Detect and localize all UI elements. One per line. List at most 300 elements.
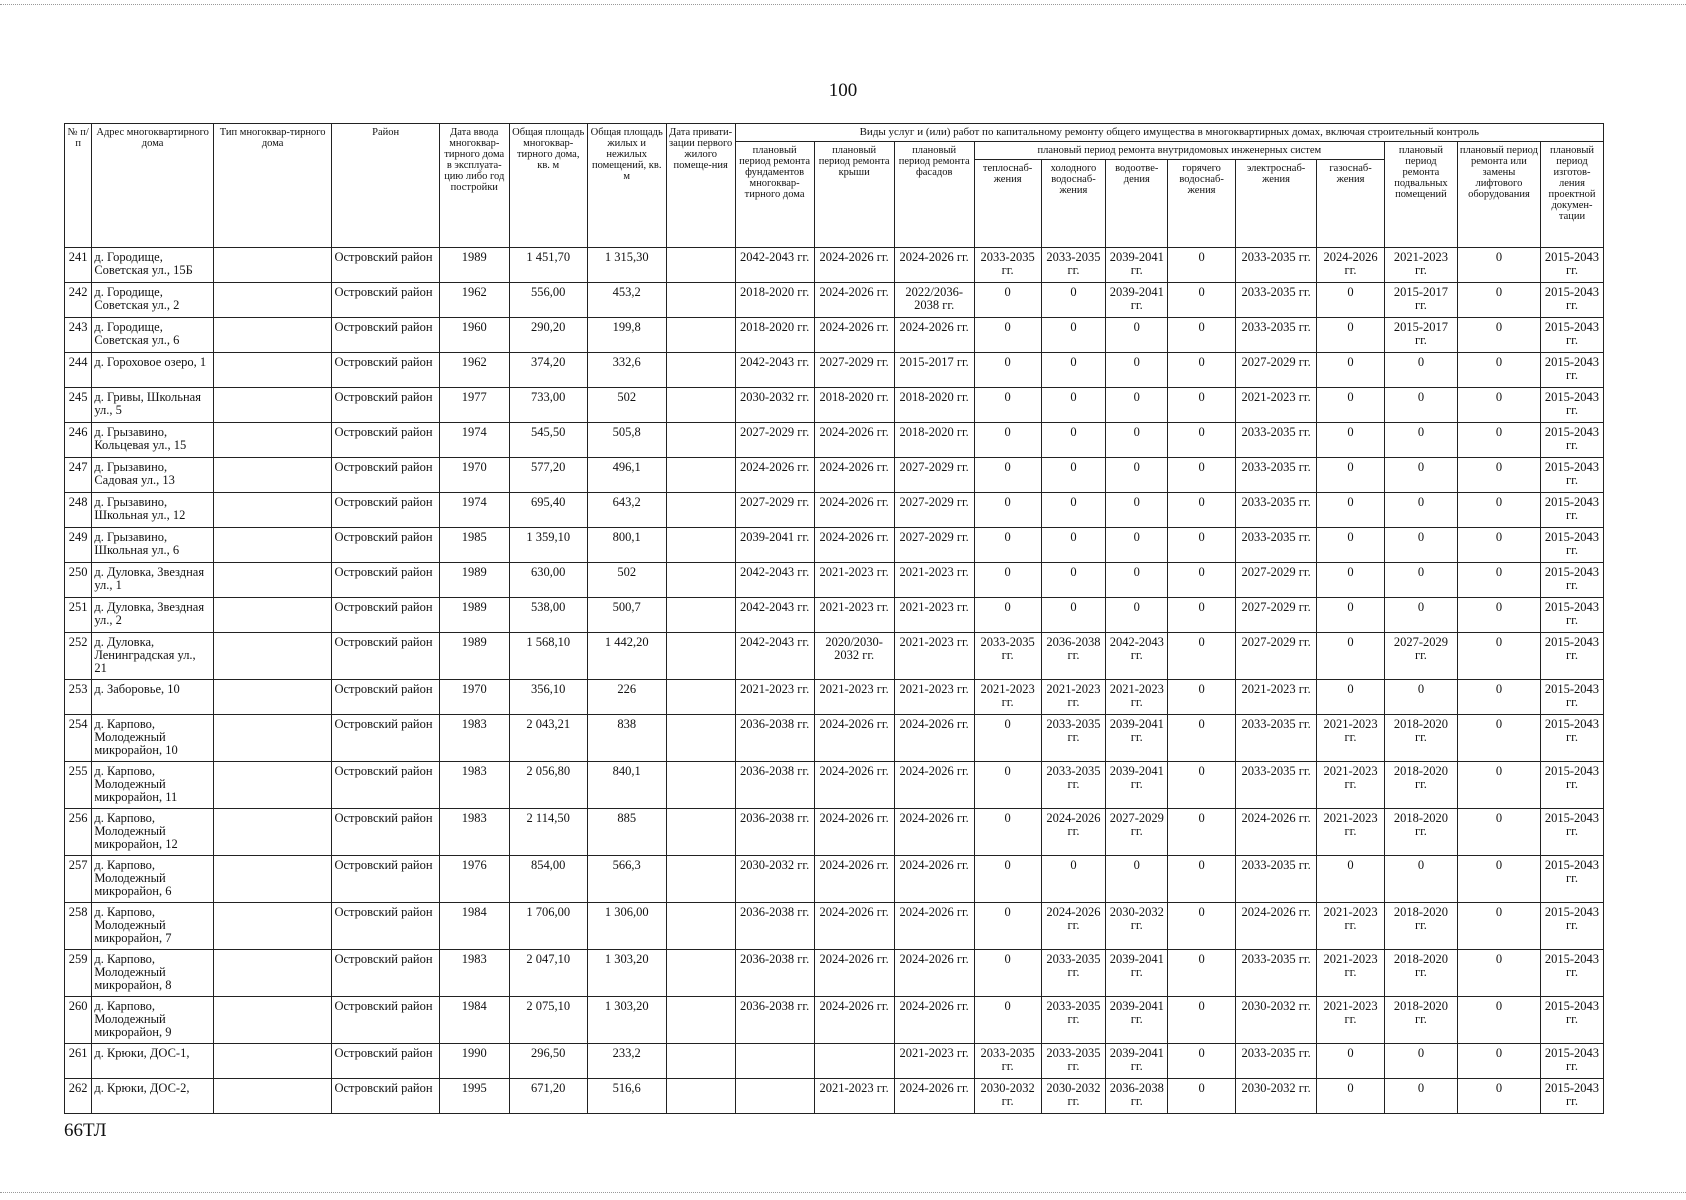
cell-gas: 2021-2023 гг.	[1317, 715, 1385, 762]
cell-heating: 2021-2023 гг.	[974, 680, 1041, 715]
cell-type	[213, 423, 332, 458]
header-privatization: Дата привати-зации первого жилого помеще-ния	[666, 124, 735, 248]
cell-year: 1974	[439, 493, 509, 528]
cell-privatization	[666, 997, 735, 1044]
cell-privatization	[666, 563, 735, 598]
cell-facade: 2021-2023 гг.	[894, 680, 974, 715]
cell-address: д. Карпово, Молодежный микрорайон, 11	[92, 762, 214, 809]
cell-docs: 2015-2043 гг.	[1540, 809, 1603, 856]
cell-year: 1989	[439, 248, 509, 283]
cell-type	[213, 680, 332, 715]
cell-foundation: 2021-2023 гг.	[735, 680, 814, 715]
cell-heating: 0	[974, 318, 1041, 353]
cell-basement: 2015-2017 гг.	[1384, 283, 1457, 318]
cell-drainage: 0	[1106, 598, 1168, 633]
cell-living-area: 885	[587, 809, 666, 856]
footer-code: 66ТЛ	[64, 1120, 107, 1141]
cell-total-area: 2 056,80	[509, 762, 587, 809]
cell-basement: 0	[1384, 856, 1457, 903]
cell-living-area: 1 315,30	[587, 248, 666, 283]
cell-n: 253	[65, 680, 92, 715]
cell-elevator: 0	[1457, 1079, 1540, 1114]
cell-docs: 2015-2043 гг.	[1540, 1044, 1603, 1079]
cell-docs: 2015-2043 гг.	[1540, 528, 1603, 563]
cell-n: 262	[65, 1079, 92, 1114]
cell-heating: 0	[974, 283, 1041, 318]
table-row	[65, 809, 1604, 856]
cell-n: 250	[65, 563, 92, 598]
cell-n: 257	[65, 856, 92, 903]
cell-cold-water: 2033-2035 гг.	[1041, 950, 1106, 997]
cell-basement: 0	[1384, 388, 1457, 423]
cell-n: 244	[65, 353, 92, 388]
header-works-title: Виды услуг и (или) работ по капитальному ремонту общего имущества в многоквартирных домах, включая строительный контроль	[735, 124, 1603, 142]
cell-living-area: 643,2	[587, 493, 666, 528]
cell-living-area: 496,1	[587, 458, 666, 493]
cell-elevator: 0	[1457, 997, 1540, 1044]
cell-electric: 2021-2023 гг.	[1236, 680, 1317, 715]
cell-cold-water: 0	[1041, 283, 1106, 318]
cell-address: д. Карпово, Молодежный микрорайон, 6	[92, 856, 214, 903]
cell-district: Островский район	[332, 809, 439, 856]
cell-district: Островский район	[332, 633, 439, 680]
cell-elevator: 0	[1457, 1044, 1540, 1079]
cell-n: 258	[65, 903, 92, 950]
cell-docs: 2015-2043 гг.	[1540, 493, 1603, 528]
cell-drainage: 2021-2023 гг.	[1106, 680, 1168, 715]
cell-address: д. Дуловка, Ленинградская ул., 21	[92, 633, 214, 680]
cell-heating: 0	[974, 598, 1041, 633]
table-row	[65, 318, 1604, 353]
cell-facade: 2021-2023 гг.	[894, 598, 974, 633]
cell-n: 251	[65, 598, 92, 633]
cell-roof: 2024-2026 гг.	[814, 809, 894, 856]
cell-facade: 2024-2026 гг.	[894, 318, 974, 353]
cell-elevator: 0	[1457, 715, 1540, 762]
cell-electric: 2033-2035 гг.	[1236, 318, 1317, 353]
cell-cold-water: 2033-2035 гг.	[1041, 1044, 1106, 1079]
cell-drainage: 0	[1106, 528, 1168, 563]
cell-hot-water: 0	[1168, 856, 1236, 903]
cell-cold-water: 2024-2026 гг.	[1041, 903, 1106, 950]
table-row	[65, 563, 1604, 598]
table-row	[65, 598, 1604, 633]
cell-total-area: 2 075,10	[509, 997, 587, 1044]
cell-total-area: 556,00	[509, 283, 587, 318]
cell-n: 242	[65, 283, 92, 318]
cell-hot-water: 0	[1168, 458, 1236, 493]
cell-facade: 2027-2029 гг.	[894, 458, 974, 493]
cell-type	[213, 318, 332, 353]
cell-roof: 2024-2026 гг.	[814, 318, 894, 353]
cell-hot-water: 0	[1168, 598, 1236, 633]
cell-basement: 2018-2020 гг.	[1384, 715, 1457, 762]
cell-electric: 2030-2032 гг.	[1236, 1079, 1317, 1114]
cell-electric: 2033-2035 гг.	[1236, 283, 1317, 318]
cell-address: д. Городище, Советская ул., 6	[92, 318, 214, 353]
cell-heating: 2030-2032 гг.	[974, 1079, 1041, 1114]
cell-district: Островский район	[332, 715, 439, 762]
cell-address: д. Грызавино, Кольцевая ул., 15	[92, 423, 214, 458]
cell-basement: 0	[1384, 563, 1457, 598]
cell-drainage: 2030-2032 гг.	[1106, 903, 1168, 950]
cell-heating: 2033-2035 гг.	[974, 248, 1041, 283]
cell-gas: 0	[1317, 1044, 1385, 1079]
cell-year: 1970	[439, 680, 509, 715]
cell-privatization	[666, 528, 735, 563]
cell-docs: 2015-2043 гг.	[1540, 353, 1603, 388]
cell-gas: 2021-2023 гг.	[1317, 950, 1385, 997]
cell-heating: 0	[974, 528, 1041, 563]
cell-year: 1974	[439, 423, 509, 458]
cell-address: д. Крюки, ДОС-1,	[92, 1044, 214, 1079]
cell-elevator: 0	[1457, 528, 1540, 563]
cell-n: 249	[65, 528, 92, 563]
cell-foundation: 2042-2043 гг.	[735, 598, 814, 633]
header-roof: плановый период ремонта крыши	[814, 142, 894, 248]
cell-living-area: 453,2	[587, 283, 666, 318]
cell-address: д. Карпово, Молодежный микрорайон, 10	[92, 715, 214, 762]
cell-type	[213, 388, 332, 423]
cell-year: 1989	[439, 563, 509, 598]
cell-address: д. Гороховое озеро, 1	[92, 353, 214, 388]
cell-drainage: 0	[1106, 318, 1168, 353]
cell-cold-water: 0	[1041, 423, 1106, 458]
cell-cold-water: 0	[1041, 493, 1106, 528]
cell-facade: 2024-2026 гг.	[894, 950, 974, 997]
cell-basement: 2021-2023 гг.	[1384, 248, 1457, 283]
cell-district: Островский район	[332, 283, 439, 318]
cell-total-area: 545,50	[509, 423, 587, 458]
cell-electric: 2027-2029 гг.	[1236, 633, 1317, 680]
cell-docs: 2015-2043 гг.	[1540, 856, 1603, 903]
cell-gas: 2021-2023 гг.	[1317, 762, 1385, 809]
table-row	[65, 528, 1604, 563]
cell-cold-water: 2036-2038 гг.	[1041, 633, 1106, 680]
cell-living-area: 838	[587, 715, 666, 762]
cell-n: 255	[65, 762, 92, 809]
cell-electric: 2033-2035 гг.	[1236, 458, 1317, 493]
cell-facade: 2024-2026 гг.	[894, 715, 974, 762]
table-row	[65, 248, 1604, 283]
cell-privatization	[666, 680, 735, 715]
header-systems-title: плановый период ремонта внутридомовых инженерных систем	[974, 142, 1384, 160]
cell-roof: 2024-2026 гг.	[814, 493, 894, 528]
cell-living-area: 1 306,00	[587, 903, 666, 950]
cell-docs: 2015-2043 гг.	[1540, 388, 1603, 423]
header-basement: плановый период ремонта подвальных помещений	[1384, 142, 1457, 248]
cell-total-area: 538,00	[509, 598, 587, 633]
cell-privatization	[666, 388, 735, 423]
cell-year: 1995	[439, 1079, 509, 1114]
cell-type	[213, 248, 332, 283]
cell-year: 1984	[439, 903, 509, 950]
cell-basement: 0	[1384, 458, 1457, 493]
cell-year: 1983	[439, 809, 509, 856]
cell-facade: 2027-2029 гг.	[894, 528, 974, 563]
cell-cold-water: 2024-2026 гг.	[1041, 809, 1106, 856]
cell-facade: 2015-2017 гг.	[894, 353, 974, 388]
cell-facade: 2022/2036-2038 гг.	[894, 283, 974, 318]
cell-privatization	[666, 598, 735, 633]
cell-roof: 2024-2026 гг.	[814, 283, 894, 318]
cell-docs: 2015-2043 гг.	[1540, 283, 1603, 318]
cell-living-area: 800,1	[587, 528, 666, 563]
cell-year: 1962	[439, 283, 509, 318]
header-hot-water: горячего водоснаб-жения	[1168, 160, 1236, 248]
cell-n: 243	[65, 318, 92, 353]
header-total-area: Общая площадь многоквар-тирного дома, кв. м	[509, 124, 587, 248]
cell-cold-water: 0	[1041, 563, 1106, 598]
cell-basement: 0	[1384, 1079, 1457, 1114]
cell-drainage: 0	[1106, 423, 1168, 458]
cell-foundation: 2042-2043 гг.	[735, 633, 814, 680]
cell-hot-water: 0	[1168, 528, 1236, 563]
cell-elevator: 0	[1457, 856, 1540, 903]
cell-district: Островский район	[332, 856, 439, 903]
cell-type	[213, 1079, 332, 1114]
cell-facade: 2018-2020 гг.	[894, 388, 974, 423]
cell-living-area: 840,1	[587, 762, 666, 809]
cell-elevator: 0	[1457, 563, 1540, 598]
cell-gas: 0	[1317, 598, 1385, 633]
cell-privatization	[666, 715, 735, 762]
cell-docs: 2015-2043 гг.	[1540, 1079, 1603, 1114]
cell-living-area: 226	[587, 680, 666, 715]
cell-n: 247	[65, 458, 92, 493]
cell-cold-water: 0	[1041, 856, 1106, 903]
cell-privatization	[666, 1079, 735, 1114]
cell-elevator: 0	[1457, 633, 1540, 680]
cell-docs: 2015-2043 гг.	[1540, 458, 1603, 493]
cell-elevator: 0	[1457, 762, 1540, 809]
cell-privatization	[666, 353, 735, 388]
table-body	[65, 248, 1604, 1114]
cell-type	[213, 633, 332, 680]
cell-hot-water: 0	[1168, 633, 1236, 680]
cell-drainage: 2027-2029 гг.	[1106, 809, 1168, 856]
header-type: Тип многоквар-тирного дома	[213, 124, 332, 248]
cell-facade: 2027-2029 гг.	[894, 493, 974, 528]
cell-cold-water: 0	[1041, 353, 1106, 388]
cell-living-area: 502	[587, 388, 666, 423]
cell-privatization	[666, 809, 735, 856]
cell-total-area: 733,00	[509, 388, 587, 423]
cell-facade: 2024-2026 гг.	[894, 762, 974, 809]
cell-roof: 2024-2026 гг.	[814, 950, 894, 997]
cell-n: 256	[65, 809, 92, 856]
cell-hot-water: 0	[1168, 680, 1236, 715]
cell-living-area: 1 303,20	[587, 950, 666, 997]
cell-electric: 2033-2035 гг.	[1236, 762, 1317, 809]
cell-hot-water: 0	[1168, 950, 1236, 997]
cell-facade: 2024-2026 гг.	[894, 856, 974, 903]
cell-address: д. Гривы, Школьная ул., 5	[92, 388, 214, 423]
cell-total-area: 671,20	[509, 1079, 587, 1114]
cell-electric: 2030-2032 гг.	[1236, 997, 1317, 1044]
header-elevator: плановый период ремонта или замены лифтового оборудования	[1457, 142, 1540, 248]
cell-electric: 2024-2026 гг.	[1236, 809, 1317, 856]
header-living-area: Общая площадь жилых и нежилых помещений, кв. м	[587, 124, 666, 248]
header-facade: плановый период ремонта фасадов	[894, 142, 974, 248]
cell-roof: 2024-2026 гг.	[814, 528, 894, 563]
cell-living-area: 505,8	[587, 423, 666, 458]
cell-n: 248	[65, 493, 92, 528]
cell-roof: 2024-2026 гг.	[814, 458, 894, 493]
cell-privatization	[666, 423, 735, 458]
cell-type	[213, 563, 332, 598]
cell-drainage: 0	[1106, 458, 1168, 493]
cell-address: д. Дуловка, Звездная ул., 1	[92, 563, 214, 598]
cell-n: 261	[65, 1044, 92, 1079]
cell-gas: 0	[1317, 388, 1385, 423]
cell-hot-water: 0	[1168, 1079, 1236, 1114]
cell-n: 252	[65, 633, 92, 680]
cell-gas: 0	[1317, 283, 1385, 318]
table-row	[65, 856, 1604, 903]
cell-n: 246	[65, 423, 92, 458]
cell-cold-water: 2033-2035 гг.	[1041, 762, 1106, 809]
cell-total-area: 296,50	[509, 1044, 587, 1079]
cell-drainage: 0	[1106, 563, 1168, 598]
cell-type	[213, 493, 332, 528]
cell-elevator: 0	[1457, 248, 1540, 283]
cell-total-area: 854,00	[509, 856, 587, 903]
cell-year: 1970	[439, 458, 509, 493]
cell-total-area: 1 568,10	[509, 633, 587, 680]
cell-roof: 2021-2023 гг.	[814, 1079, 894, 1114]
cell-drainage: 2036-2038 гг.	[1106, 1079, 1168, 1114]
cell-living-area: 502	[587, 563, 666, 598]
scan-edge-top	[0, 4, 1686, 5]
cell-n: 245	[65, 388, 92, 423]
cell-district: Островский район	[332, 528, 439, 563]
cell-basement: 2015-2017 гг.	[1384, 318, 1457, 353]
cell-foundation: 2039-2041 гг.	[735, 528, 814, 563]
cell-type	[213, 598, 332, 633]
cell-gas: 0	[1317, 563, 1385, 598]
cell-year: 1989	[439, 598, 509, 633]
table-row	[65, 1079, 1604, 1114]
cell-foundation: 2036-2038 гг.	[735, 903, 814, 950]
cell-hot-water: 0	[1168, 997, 1236, 1044]
cell-privatization	[666, 458, 735, 493]
cell-n: 254	[65, 715, 92, 762]
cell-gas: 2021-2023 гг.	[1317, 997, 1385, 1044]
cell-drainage: 2039-2041 гг.	[1106, 1044, 1168, 1079]
table-row	[65, 493, 1604, 528]
cell-basement: 0	[1384, 528, 1457, 563]
cell-hot-water: 0	[1168, 493, 1236, 528]
cell-hot-water: 0	[1168, 563, 1236, 598]
header-district: Район	[332, 124, 439, 248]
cell-heating: 0	[974, 950, 1041, 997]
cell-district: Островский район	[332, 458, 439, 493]
cell-electric: 2033-2035 гг.	[1236, 248, 1317, 283]
cell-foundation: 2018-2020 гг.	[735, 283, 814, 318]
cell-drainage: 2039-2041 гг.	[1106, 950, 1168, 997]
cell-type	[213, 809, 332, 856]
cell-heating: 0	[974, 856, 1041, 903]
cell-district: Островский район	[332, 1044, 439, 1079]
cell-docs: 2015-2043 гг.	[1540, 563, 1603, 598]
cell-total-area: 1 706,00	[509, 903, 587, 950]
cell-type	[213, 903, 332, 950]
cell-type	[213, 528, 332, 563]
cell-foundation: 2036-2038 гг.	[735, 715, 814, 762]
cell-drainage: 0	[1106, 856, 1168, 903]
cell-heating: 0	[974, 809, 1041, 856]
cell-roof: 2024-2026 гг.	[814, 997, 894, 1044]
cell-facade: 2018-2020 гг.	[894, 423, 974, 458]
cell-heating: 0	[974, 903, 1041, 950]
cell-type	[213, 353, 332, 388]
cell-heating: 0	[974, 458, 1041, 493]
cell-type	[213, 283, 332, 318]
cell-hot-water: 0	[1168, 388, 1236, 423]
cell-type	[213, 950, 332, 997]
cell-address: д. Городище, Советская ул., 2	[92, 283, 214, 318]
cell-year: 1990	[439, 1044, 509, 1079]
cell-address: д. Карпово, Молодежный микрорайон, 9	[92, 997, 214, 1044]
cell-address: д. Грызавино, Садовая ул., 13	[92, 458, 214, 493]
cell-basement: 0	[1384, 423, 1457, 458]
cell-n: 260	[65, 997, 92, 1044]
cell-drainage: 0	[1106, 388, 1168, 423]
header-gas: газоснаб-жения	[1317, 160, 1385, 248]
cell-gas: 0	[1317, 423, 1385, 458]
cell-roof	[814, 1044, 894, 1079]
cell-docs: 2015-2043 гг.	[1540, 633, 1603, 680]
cell-roof: 2027-2029 гг.	[814, 353, 894, 388]
cell-hot-water: 0	[1168, 809, 1236, 856]
cell-address: д. Карпово, Молодежный микрорайон, 12	[92, 809, 214, 856]
cell-drainage: 2039-2041 гг.	[1106, 997, 1168, 1044]
capital-repair-table	[64, 123, 1604, 1114]
cell-district: Островский район	[332, 598, 439, 633]
cell-hot-water: 0	[1168, 903, 1236, 950]
cell-privatization	[666, 856, 735, 903]
cell-foundation: 2024-2026 гг.	[735, 458, 814, 493]
cell-heating: 0	[974, 715, 1041, 762]
cell-drainage: 0	[1106, 493, 1168, 528]
cell-heating: 0	[974, 388, 1041, 423]
cell-living-area: 233,2	[587, 1044, 666, 1079]
cell-cold-water: 2033-2035 гг.	[1041, 248, 1106, 283]
cell-elevator: 0	[1457, 423, 1540, 458]
header-foundation: плановый период ремонта фундаментов многоквар-тирного дома	[735, 142, 814, 248]
cell-elevator: 0	[1457, 458, 1540, 493]
cell-docs: 2015-2043 гг.	[1540, 423, 1603, 458]
cell-docs: 2015-2043 гг.	[1540, 950, 1603, 997]
cell-facade: 2024-2026 гг.	[894, 997, 974, 1044]
cell-year: 1984	[439, 997, 509, 1044]
cell-privatization	[666, 493, 735, 528]
table-row	[65, 388, 1604, 423]
cell-docs: 2015-2043 гг.	[1540, 680, 1603, 715]
cell-district: Островский район	[332, 762, 439, 809]
cell-privatization	[666, 903, 735, 950]
cell-hot-water: 0	[1168, 715, 1236, 762]
cell-electric: 2024-2026 гг.	[1236, 903, 1317, 950]
table-row	[65, 950, 1604, 997]
cell-total-area: 356,10	[509, 680, 587, 715]
cell-district: Островский район	[332, 950, 439, 997]
cell-basement: 2018-2020 гг.	[1384, 950, 1457, 997]
cell-living-area: 566,3	[587, 856, 666, 903]
cell-address: д. Дуловка, Звездная ул., 2	[92, 598, 214, 633]
scan-edge-bottom	[0, 1192, 1686, 1193]
